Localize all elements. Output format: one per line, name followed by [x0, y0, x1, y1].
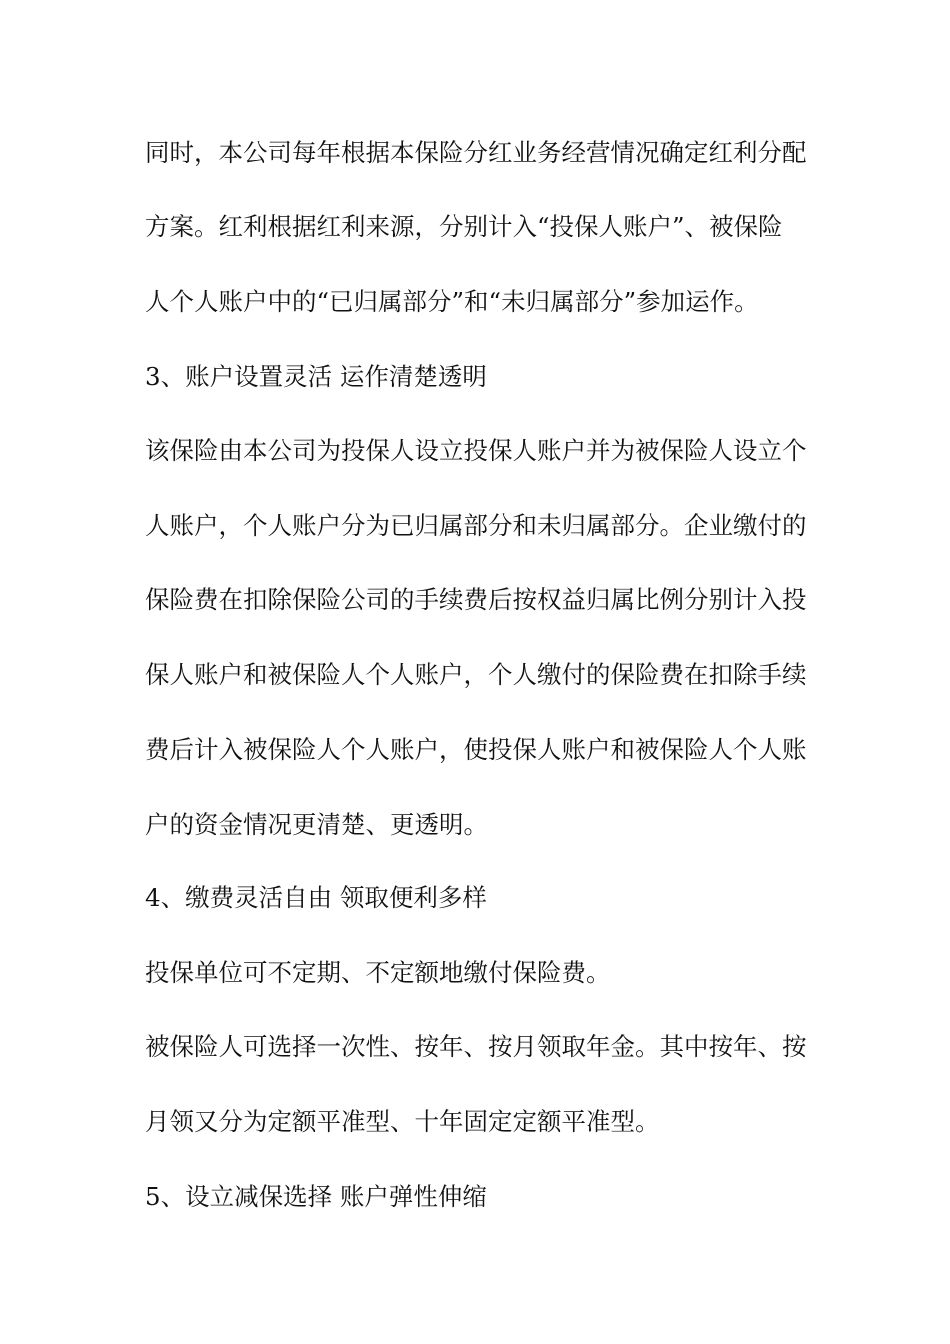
paragraph-line: 月领又分为定额平准型、十年固定定额平准型。	[145, 1107, 660, 1136]
paragraph-line: 同时，本公司每年根据本保险分红业务经营情况确定红利分配	[145, 138, 807, 167]
paragraph-line: 人个人账户中的“已归属部分”和“未归属部分”参加运作。	[145, 287, 759, 316]
paragraph-line: 方案。红利根据红利来源，分别计入“投保人账户”、被保险	[145, 212, 783, 241]
section-heading-5: 5、设立减保选择 账户弹性伸缩	[145, 1182, 487, 1211]
paragraph-line: 户的资金情况更清楚、更透明。	[145, 810, 488, 839]
section-heading-3: 3、账户设置灵活 运作清楚透明	[145, 362, 487, 391]
paragraph-line: 保险费在扣除保险公司的手续费后按权益归属比例分别计入投	[145, 585, 807, 614]
section-heading-4: 4、缴费灵活自由 领取便利多样	[145, 883, 487, 912]
paragraph-line: 该保险由本公司为投保人设立投保人账户并为被保险人设立个	[145, 436, 807, 465]
paragraph-line: 被保险人可选择一次性、按年、按月领取年金。其中按年、按	[145, 1032, 807, 1061]
paragraph-line: 投保单位可不定期、不定额地缴付保险费。	[145, 958, 611, 987]
paragraph-line: 保人账户和被保险人个人账户，个人缴付的保险费在扣除手续	[145, 660, 807, 689]
paragraph-line: 费后计入被保险人个人账户，使投保人账户和被保险人个人账	[145, 735, 807, 764]
paragraph-line: 人账户，个人账户分为已归属部分和未归属部分。企业缴付的	[145, 511, 807, 540]
